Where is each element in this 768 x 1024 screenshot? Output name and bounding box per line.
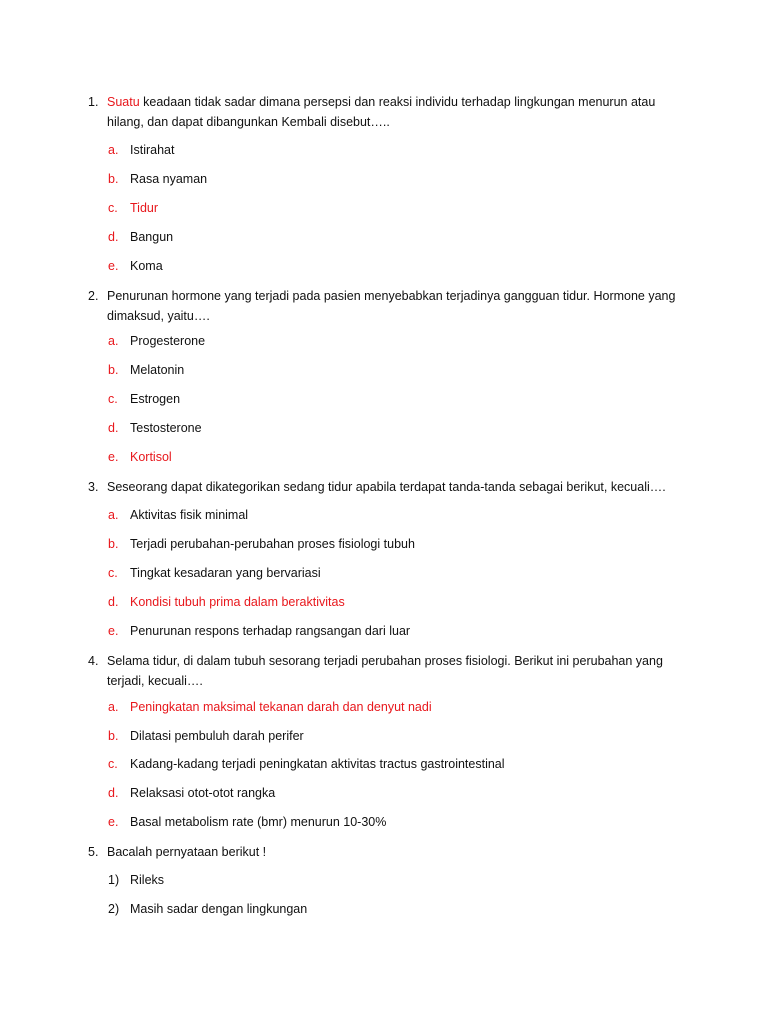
option-letter: e.	[108, 624, 119, 638]
option-correct	[108, 593, 688, 611]
option-letter: e.	[108, 450, 119, 464]
option-correct	[108, 698, 688, 716]
question-text: Selama tidur, di dalam tubuh sesorang terjadi perubahan proses fisiologi. Berikut ini perubahan yang terjadi, kecuali….	[107, 654, 663, 688]
option-letter: d.	[108, 421, 119, 435]
option-text: Relaksasi otot-otot rangka	[130, 786, 276, 800]
option-letter: d.	[108, 595, 119, 609]
option	[108, 727, 688, 745]
option-letter: c.	[108, 392, 118, 406]
option-letter: b.	[108, 363, 119, 377]
option	[108, 564, 688, 582]
option-letter: e.	[108, 259, 119, 273]
option-letter: d.	[108, 786, 119, 800]
option-letter: a.	[108, 143, 119, 157]
option-correct	[108, 199, 688, 217]
option-letter: c.	[108, 201, 118, 215]
statement-text: Masih sadar dengan lingkungan	[130, 902, 308, 916]
question-number: 2.	[88, 289, 99, 303]
option	[108, 784, 688, 802]
question-number: 4.	[88, 654, 99, 668]
question-2	[88, 286, 688, 326]
option	[108, 332, 688, 350]
option	[108, 390, 688, 408]
option-letter: a.	[108, 334, 119, 348]
option	[108, 535, 688, 553]
option	[108, 257, 688, 275]
option-text: Penurunan respons terhadap rangsangan dari luar	[130, 624, 411, 638]
option	[108, 361, 688, 379]
option-letter: c.	[108, 566, 118, 580]
option-text: Progesterone	[130, 334, 206, 348]
question-1	[88, 92, 688, 132]
question-number: 1.	[88, 95, 99, 109]
option-correct	[108, 448, 688, 466]
option-text: Aktivitas fisik minimal	[130, 508, 249, 522]
option-text: Melatonin	[130, 363, 185, 377]
question-3	[88, 477, 688, 497]
option-letter: b.	[108, 537, 119, 551]
question-text: Penurunan hormone yang terjadi pada pasien menyebabkan terjadinya gangguan tidur. Hormone yang dimaksud, yaitu….	[107, 289, 676, 323]
option-text: Estrogen	[130, 392, 181, 406]
option-letter: d.	[108, 230, 119, 244]
option	[108, 755, 688, 773]
option	[108, 228, 688, 246]
option-text: Tidur	[130, 201, 159, 215]
statement-item	[108, 871, 688, 889]
statement-text: Rileks	[130, 873, 165, 887]
option	[108, 141, 688, 159]
option	[108, 419, 688, 437]
statement-number: 1)	[108, 873, 120, 887]
option-text: Kortisol	[130, 450, 172, 464]
option	[108, 813, 688, 831]
statement-item	[108, 900, 688, 918]
question-body: keadaan tidak sadar dimana persepsi dan reaksi individu terhadap lingkungan menurun atau hilang, dan dapat dibangunkan Kembali disebut…..	[107, 95, 656, 129]
option-text: Testosterone	[130, 421, 202, 435]
question-number: 3.	[88, 480, 99, 494]
option	[108, 506, 688, 524]
option-text: Dilatasi pembuluh darah perifer	[130, 729, 304, 743]
option-letter: e.	[108, 815, 119, 829]
question-text: Bacalah pernyataan berikut !	[107, 845, 267, 859]
option-text: Koma	[130, 259, 163, 273]
option-letter: a.	[108, 508, 119, 522]
option	[108, 170, 688, 188]
statement-number: 2)	[108, 902, 120, 916]
option-letter: a.	[108, 700, 119, 714]
option-text: Rasa nyaman	[130, 172, 208, 186]
option-text: Basal metabolism rate (bmr) menurun 10-30%	[130, 815, 387, 829]
question-text: Seseorang dapat dikategorikan sedang tidur apabila terdapat tanda-tanda sebagai berikut, kecuali….	[107, 480, 666, 494]
question-number: 5.	[88, 845, 99, 859]
option-text: Peningkatan maksimal tekanan darah dan denyut nadi	[130, 700, 432, 714]
option-text: Bangun	[130, 230, 174, 244]
option-text: Istirahat	[130, 143, 175, 157]
option-letter: b.	[108, 729, 119, 743]
option-letter: c.	[108, 757, 118, 771]
option-text: Kondisi tubuh prima dalam beraktivitas	[130, 595, 345, 609]
option	[108, 622, 688, 640]
option-text: Kadang-kadang terjadi peningkatan aktivitas tractus gastrointestinal	[130, 757, 505, 771]
option-text: Tingkat kesadaran yang bervariasi	[130, 566, 321, 580]
question-5	[88, 842, 688, 862]
option-text: Terjadi perubahan-perubahan proses fisiologi tubuh	[130, 537, 415, 551]
question-4	[88, 651, 688, 691]
highlighted-word: Suatu	[107, 95, 140, 109]
question-text	[107, 92, 688, 132]
option-letter: b.	[108, 172, 119, 186]
